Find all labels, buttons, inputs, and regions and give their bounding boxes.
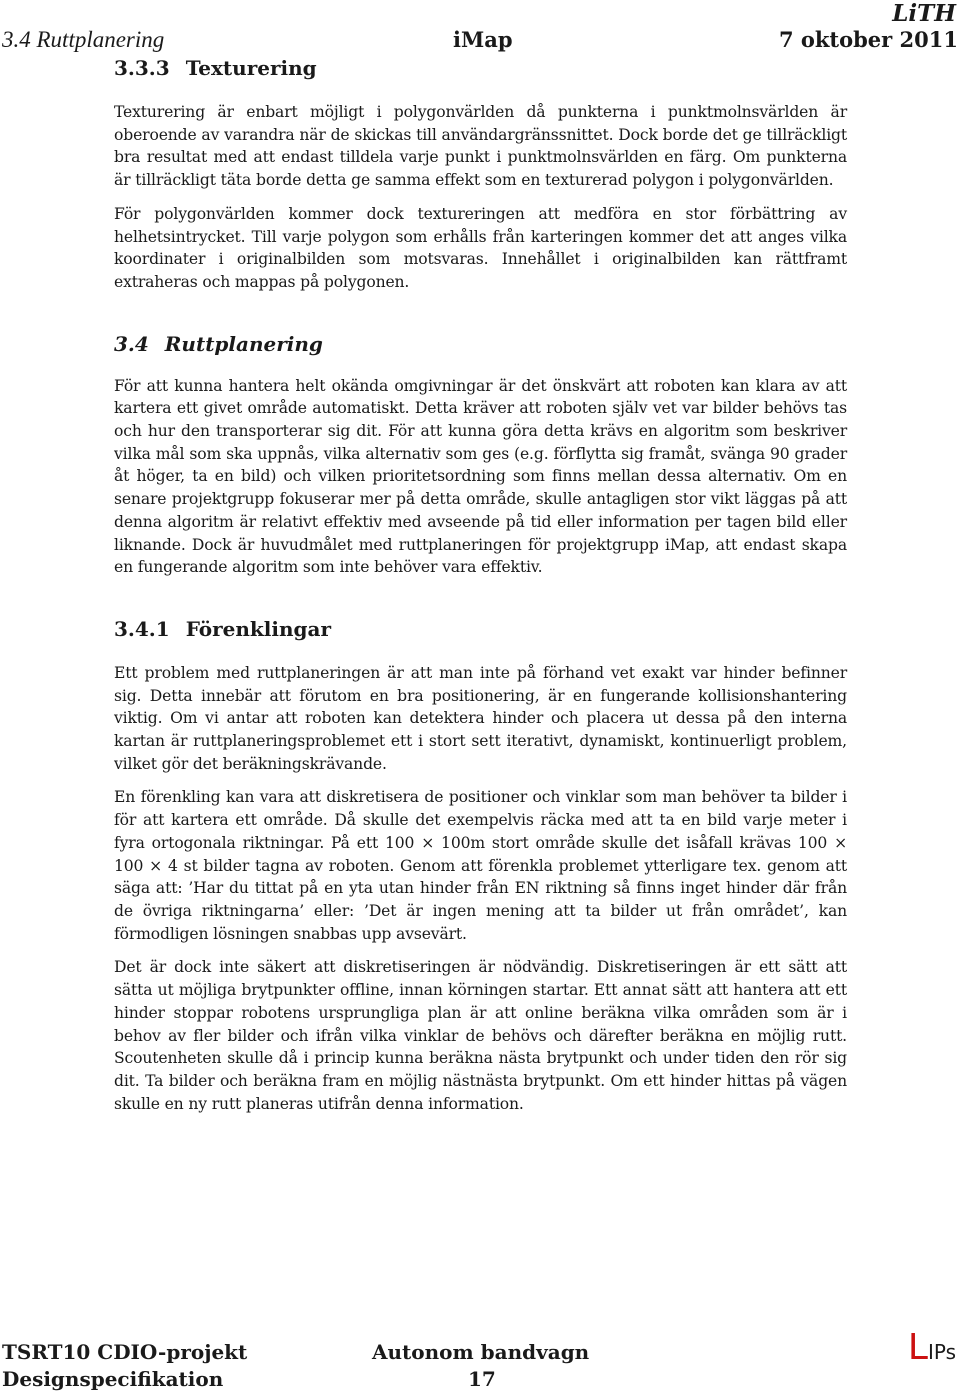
- section-number: 3.4: [114, 331, 149, 356]
- subsection-number: 3.3.3: [114, 56, 170, 80]
- page-number: 17: [468, 1367, 496, 1391]
- header-project: iMap: [453, 27, 513, 52]
- subsection-title: Texturering: [185, 56, 317, 80]
- paragraph: Det är dock inte säkert att diskretiseringen är nödvändig. Diskretiseringen är ett sätt att sätta ut möjliga brytpunkter offline, innan körningen startar. Ett annat sätt att hantera att ett hinder stoppar robotens ursprungliga plan är att online beräkna vilka områden som är i behov av fler bilder och ifrån vilka vinklar de behövs och därefter beräkna en möjlig rutt. Scoutenheten skulle då i princip kunna beräkna nästa brytpunkt och under tiden den rör sig dit. Ta bilder och beräkna fram en möjlig nästnästa brytpunkt. Om ett hinder hittas på vägen skulle en ny rutt planeras utifrån denna information.: [114, 958, 847, 1113]
- subsection-heading-texturering: [114, 56, 847, 80]
- paragraph: Texturering är enbart möjligt i polygonvärlden då punkterna i punktmolnsvärlden är oberoende av varandra när de skickas till användargränssnittet. Dock borde det ge tillräckligt bra resultat med att endast tilldela varje punkt i punktmolnsvärlden en färg. Om punkterna är tillräckligt täta borde detta ge samma effekt som en texturerad polygon i polygonvärlden.: [114, 103, 847, 190]
- page-body: [114, 56, 847, 1115]
- footer-title: Autonom bandvagn: [372, 1340, 590, 1364]
- logo-text: IPs: [927, 1340, 956, 1364]
- section-title: Ruttplanering: [164, 331, 323, 356]
- running-header: [2, 27, 958, 53]
- footer-doc-type: Designspecifikation: [2, 1367, 224, 1391]
- footer-course: TSRT10 CDIO-projekt: [2, 1340, 248, 1364]
- lips-logo: [908, 1327, 956, 1368]
- section-heading-ruttplanering: [114, 332, 847, 356]
- subsection-title: Förenklingar: [185, 616, 332, 641]
- header-date: 7 oktober 2011: [778, 27, 958, 52]
- header-org-logo: LiTH: [892, 0, 956, 27]
- paragraph: En förenkling kan vara att diskretisera de positioner och vinklar som man behöver ta bilder i för att kartera ett område. Då skulle det exempelvis räcka med att ta en bild varje meter i fyra ortogonala riktningar. På ett 100 × 100m stort område skulle det isåfall krävas 100 × 100 × 4 st bilder tagna av roboten. Genom att förenkla problemet ytterligare tex. genom att säga att: ’Har du tittat på en yta utan hinder från EN riktning så finns inget hinder där från de övriga riktningarna’ eller: ’Det är ingen mening att ta bilder ut från området’, kan förmodligen lösningen snabbas upp avsevärt.: [114, 788, 847, 943]
- paragraph: Ett problem med ruttplaneringen är att man inte på förhand vet exakt var hinder befinner sig. Detta innebär att förutom en bra positionering, är en fungerande kollisionshantering viktig. Om vi antar att roboten kan detektera hinder och placera ut dessa på den interna kartan är ruttplaneringsproblemet ett i stort sett iterativt, dynamiskt, kontinuerligt problem, vilket gör det beräkningskrävande.: [114, 663, 847, 773]
- paragraph: För att kunna hantera helt okända omgivningar är det önskvärt att roboten kan klara av att kartera ett givet område automatiskt. Detta kräver att roboten själv vet var bilder behövs tas och hur den transporterar sig dit. För att kunna göra detta krävs en algoritm som beskriver vilka mål som ska uppnås, vilka alternativ som ges (e.g. förflytta sig framåt, svänga 90 grader åt höger, ta en bild) och vilken prioritetsordning som finns mellan dessa alternativ. Om en senare projektgrupp fokuserar mer på detta område, skulle antagligen stor vikt läggas på att denna algoritm är relativt effektiv med avseende på tid eller information per tagen bild eller liknande. Dock är huvudmålet med ruttplaneringen för projektgrupp iMap, att endast skapa en fungerande algoritm som inte behöver vara effektiv.: [114, 376, 847, 577]
- paragraph: För polygonvärlden kommer dock textureringen att medföra en stor förbättring av helhetsintrycket. Till varje polygon som erhålls från karteringen kommer det att anges vilka koordinater i originalbilden som motsvaras. Innehållet i originalbilden kan rättframt extraheras och mappas på polygonen.: [114, 204, 847, 291]
- subsection-number: 3.4.1: [114, 616, 170, 641]
- header-section: 3.4 Ruttplanering: [2, 27, 165, 52]
- logo-letter: L: [907, 1327, 928, 1368]
- subsection-heading-forenklingar: [114, 617, 847, 641]
